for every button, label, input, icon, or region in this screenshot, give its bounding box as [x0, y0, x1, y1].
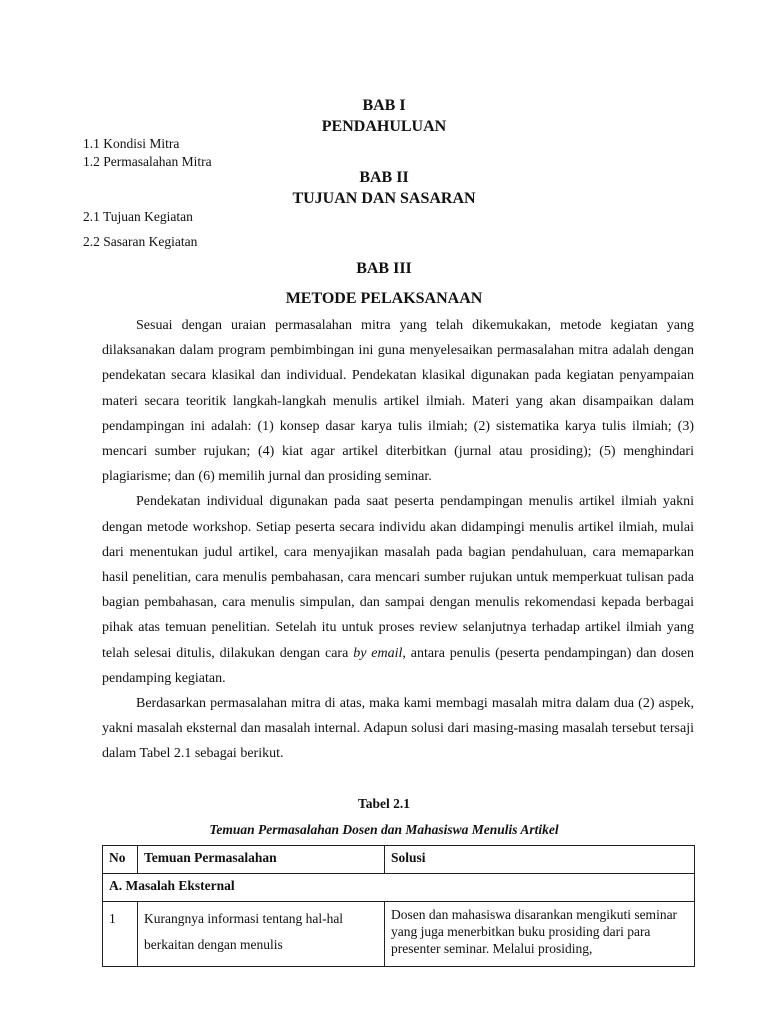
- chapter-2-subtitle: TUJUAN DAN SASARAN: [292, 190, 476, 207]
- chapter-3-title: BAB III: [356, 260, 412, 277]
- table-caption: Temuan Permasalahan Dosen dan Mahasiswa Menulis Artikel: [209, 822, 559, 837]
- row-solution: Dosen dan mahasiswa disarankan mengikuti seminar yang juga menerbitkan buku prosiding dari para presenter seminar. Melalui prosiding,: [385, 902, 695, 967]
- toc-item-2-1: 2.1 Tujuan Kegiatan: [83, 209, 193, 224]
- header-solution: Solusi: [385, 846, 695, 874]
- findings-table: [102, 845, 695, 967]
- chapter-3-subtitle: METODE PELAKSANAAN: [285, 290, 483, 307]
- chapter-1-subtitle: PENDAHULUAN: [321, 118, 447, 135]
- toc-item-2-2: 2.2 Sasaran Kegiatan: [83, 234, 198, 249]
- table-label: Tabel 2.1: [357, 796, 411, 811]
- table-header-row: [103, 846, 695, 874]
- header-no: No: [103, 846, 138, 874]
- table-row: [103, 902, 695, 967]
- row-problem: Kurangnya informasi tentang hal-hal berkaitan dengan menulis: [138, 902, 385, 967]
- paragraph-2-text-a: Pendekatan individual digunakan pada saat peserta pendampingan menulis artikel ilmiah yakni dengan metode workshop. Setiap peserta secara individu akan didampingi menulis artikel ilmiah, mulai dari menentukan judul artikel, cara menyajikan masalah pada bagian pendahuluan, cara memaparkan hasil penelitian, cara menulis pembahasan, cara mencari sumber rujukan untuk memperkuat tulisan pada bagian pembahasan, cara menulis simpulan, dan sampai dengan menulis rekomendasi kepada berbagai pihak atas temuan penelitian. Setelah itu untuk proses review selanjutnya terhadap artikel ilmiah yang telah selesai ditulis, dilakukan dengan cara: [102, 494, 694, 661]
- toc-item-1-2: 1.2 Permasalahan Mitra: [83, 154, 212, 169]
- table-section-row: [103, 874, 695, 902]
- header-problem: Temuan Permasalahan: [138, 846, 385, 874]
- paragraph-2: [102, 489, 694, 691]
- section-external: A. Masalah Eksternal: [103, 874, 695, 902]
- chapter-2-title: BAB II: [359, 169, 409, 186]
- body-text: [102, 313, 694, 767]
- paragraph-2-text-b: , antara penulis (peserta pendampingan) dan dosen pendamping kegiatan.: [102, 645, 694, 686]
- toc-item-1-1: 1.1 Kondisi Mitra: [83, 136, 180, 151]
- paragraph-3: Berdasarkan permasalahan mitra di atas, maka kami membagi masalah mitra dalam dua (2) aspek, yakni masalah eksternal dan masalah internal. Adapun solusi dari masing-masing masalah tersebut tersaji dalam Tabel 2.1 sebagai berikut.: [102, 696, 694, 762]
- paragraph-2-italic: by email: [353, 645, 403, 661]
- row-no: 1: [103, 902, 138, 967]
- chapter-1-title: BAB I: [362, 97, 406, 114]
- paragraph-1: Sesuai dengan uraian permasalahan mitra yang telah dikemukakan, metode kegiatan yang dilaksanakan dalam program pembimbingan ini guna menyelesaikan permasalahan mitra adalah dengan pendekatan secara klasikal dan individual. Pendekatan klasikal digunakan pada kegiatan penyampaian materi secara teoritik langkah-langkah menulis artikel ilmiah. Materi yang akan disampaikan dalam pendampingan ini adalah: (1) konsep dasar karya tulis ilmiah; (2) sistematika karya tulis ilmiah; (3) mencari sumber rujukan; (4) kiat agar artikel diterbitkan (jurnal atau prosiding); (5) menghindari plagiarisme; dan (6) memilih jurnal dan prosiding seminar.: [102, 318, 694, 485]
